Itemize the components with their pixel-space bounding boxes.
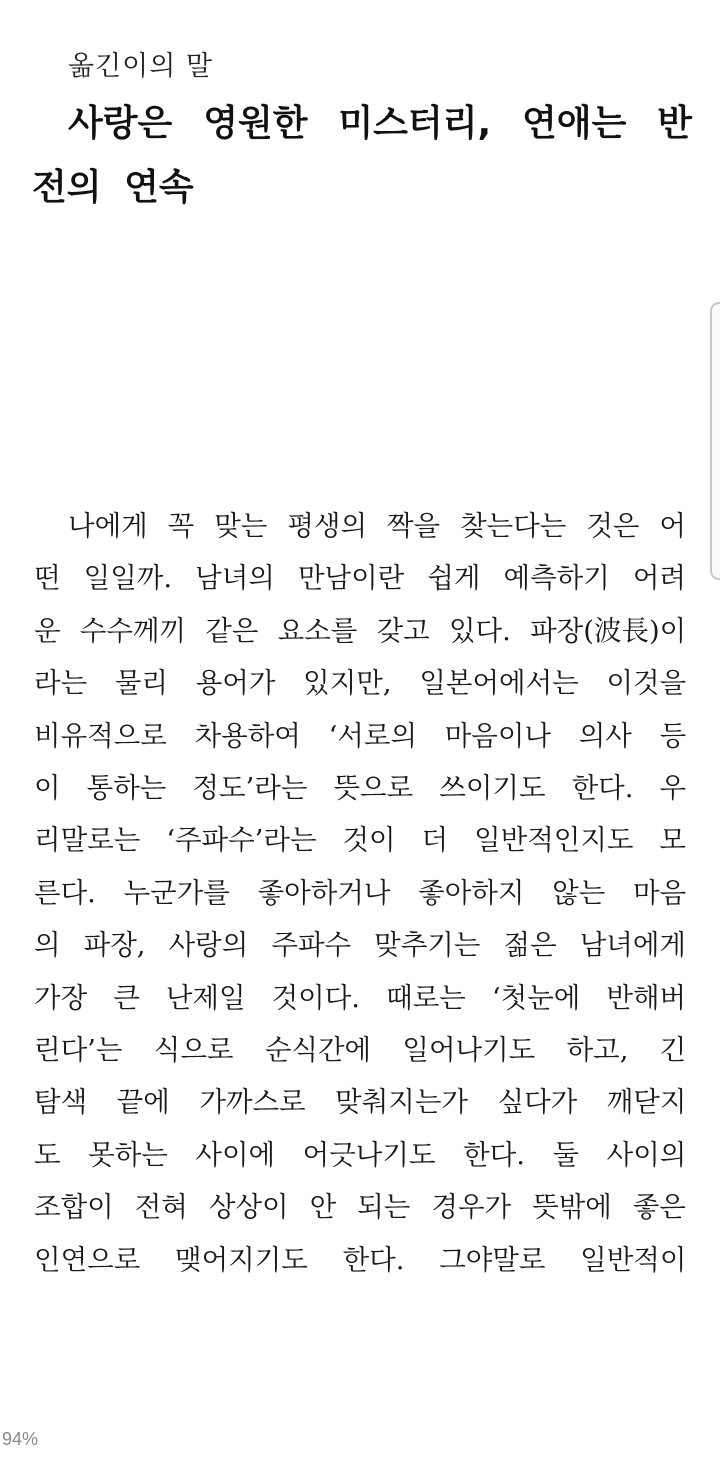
body-line: 가장 큰 난제일 것이다. 때로는 ‘첫눈에 반해버: [34, 981, 687, 1014]
scroll-handle[interactable]: [710, 302, 720, 580]
body-line: 나에게 꼭 맞는 평생의 짝을 찾는다는 것은 어: [68, 510, 686, 542]
chapter-label: 옮긴이의 말: [68, 51, 213, 82]
body-line: 리말로는 ‘주파수’라는 것이 더 일반적인지도 모: [34, 824, 686, 857]
body-line: 의 파장, 사랑의 주파수 맞추기는 젊은 남녀에게: [34, 929, 686, 962]
body-line: 운 수수께끼 같은 요소를 갖고 있다. 파장(波長)이: [34, 614, 687, 647]
body-line: 도 못하는 사이에 어긋나기도 한다. 둘 사이의: [34, 1138, 687, 1171]
body-line: 비유적으로 차용하여 ‘서로의 마음이나 의사 등: [34, 719, 687, 752]
body-line: 이 통하는 정도’라는 뜻으로 쓰이기도 한다. 우: [34, 772, 687, 805]
body-line: 린다’는 식으로 순식간에 일어나기도 하고, 긴: [34, 1034, 687, 1067]
body-line: 조합이 전혀 상상이 안 되는 경우가 뜻밖에 좋은: [34, 1191, 686, 1224]
reading-progress: 94%: [2, 1429, 39, 1449]
body-line: 탐색 끝에 가까스로 맞춰지는가 싶다가 깨닫지: [34, 1086, 687, 1119]
chapter-title: 사랑은 영원한 미스터리, 연애는 반전의 연속: [32, 103, 692, 208]
body-line: 떤 일일까. 남녀의 만남이란 쉽게 예측하기 어려: [34, 562, 686, 595]
body-line: 인연으로 맺어지기도 한다. 그야말로 일반적이: [34, 1243, 687, 1276]
body-paragraph: [34, 500, 686, 1286]
body-line: 른다. 누군가를 좋아하거나 좋아하지 않는 마음: [34, 876, 687, 909]
body-line: 라는 물리 용어가 있지만, 일본어에서는 이것을: [34, 667, 687, 700]
